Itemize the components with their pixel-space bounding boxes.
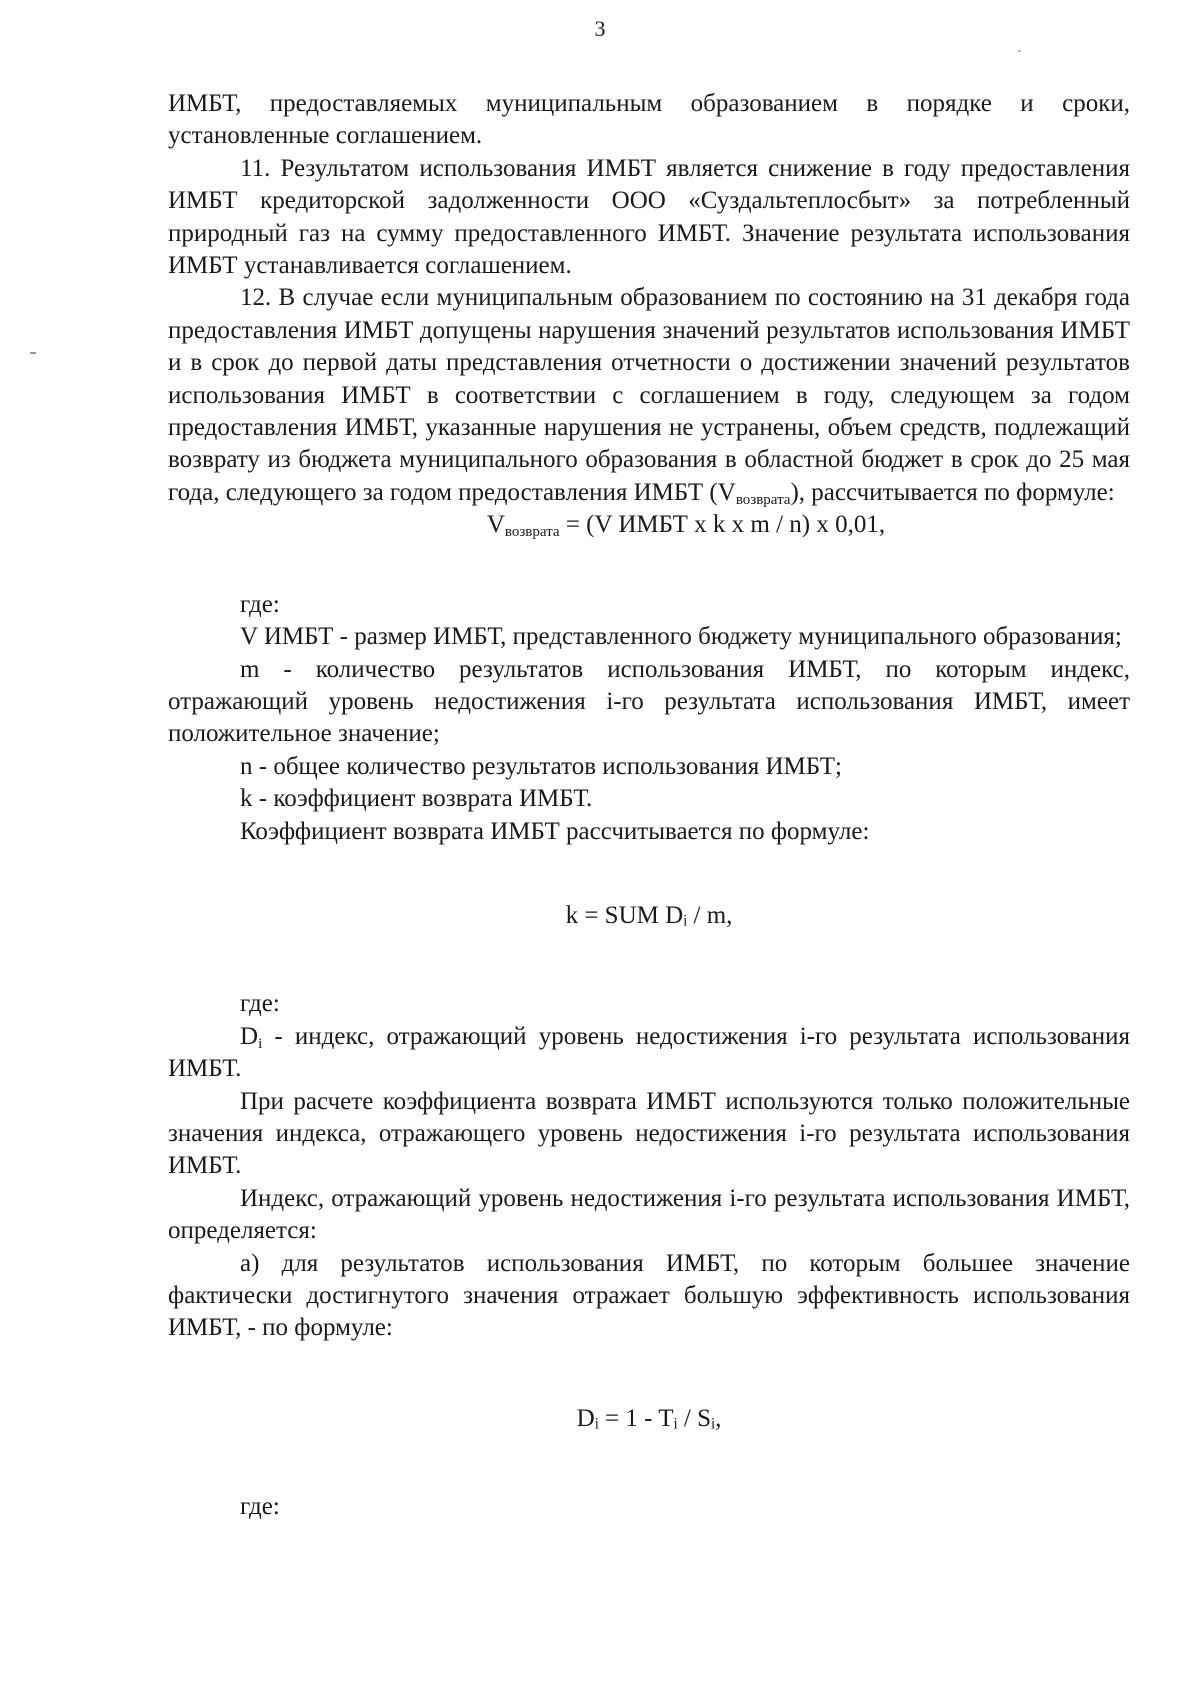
definition-d xyxy=(168,1021,1130,1086)
definition-v-imbt: V ИМБТ - размер ИМБТ, представленного бюджету муниципального образования; xyxy=(240,623,1122,651)
spacer xyxy=(168,542,1130,589)
formula-d: Dᵢ = 1 - Tᵢ / Sᵢ, xyxy=(576,1404,722,1432)
spacer xyxy=(168,848,1130,900)
formula-k: k = SUM Dᵢ / m, xyxy=(565,901,733,929)
paragraph-12-subscript: возврата xyxy=(735,491,791,508)
definition-m: m - количество результатов использования ИМБТ, по которым индекс, отражающий уровень недостижения i-го результата использования ИМБТ, имеет положительное значение; xyxy=(168,655,1130,748)
calculation-note: При расчете коэффициента возврата ИМБТ используются только положительные значения индекса, отражающего уровень недостижения i-го результата использования ИМБТ. xyxy=(168,1087,1130,1180)
formula-return-subscript: возврата xyxy=(504,524,560,541)
paragraph-12-text: 12. В случае если муниципальным образованием по состоянию на 31 декабря года предоставления ИМБТ допущены нарушения значений результатов использования ИМБТ и в срок до первой даты представления отчетности о достижении значений результатов использования ИМБТ в соответствии с соглашением в году, следующем за годом предоставления ИМБТ, указанные нарушения не устранены, объем средств, подлежащий возврату из бюджета муниципального образования в областной бюджет в срок до 25 мая года, следующего за годом предоставления ИМБТ (V xyxy=(168,284,1130,506)
formula-return-rhs: = (V ИМБТ x k x m / n) x 0,01, xyxy=(559,511,886,539)
spacer xyxy=(168,932,1130,988)
definition-n: n - общее количество результатов использования ИМБТ; xyxy=(240,752,842,780)
paragraph-11: 11. Результатом использования ИМБТ является снижение в году предоставления ИМБТ кредиторской задолженности ООО «Суздальтеплосбыт» за потребленный природный газ на сумму предоставленного ИМБТ. Значение результата использования ИМБТ устанавливается соглашением. xyxy=(168,154,1130,280)
paragraph-12-text-end: ), рассчитывается по формуле: xyxy=(790,478,1115,506)
item-a: а) для результатов использования ИМБТ, по которым большее значение фактически достигнутого значения отражает большую эффективность использования ИМБТ, - по формуле: xyxy=(168,1249,1130,1342)
definition-d-symbol: D xyxy=(240,1022,259,1050)
formula-return-amount xyxy=(168,509,1130,541)
paragraph-continuation: ИМБТ, предоставляемых муниципальным образованием в порядке и сроки, установленные соглашением. xyxy=(168,90,1130,150)
k-formula-intro: Коэффициент возврата ИМБТ рассчитывается по формуле: xyxy=(240,817,870,845)
where-label: где: xyxy=(240,990,280,1018)
paragraph-12 xyxy=(168,282,1130,509)
page-number: 3 xyxy=(594,16,606,41)
where-label: где: xyxy=(240,590,280,618)
spacer xyxy=(168,1345,1130,1403)
definition-k: k - коэффициент возврата ИМБТ. xyxy=(240,785,593,813)
document-body xyxy=(168,88,1130,1524)
scan-speck xyxy=(30,352,36,354)
scan-speck xyxy=(1018,50,1021,52)
definition-d-text: - индекс, отражающий уровень недостижения i-го результата использования ИМБТ. xyxy=(168,1022,1130,1083)
index-intro: Индекс, отражающий уровень недостижения i-го результата использования ИМБТ, определяется: xyxy=(168,1184,1130,1245)
definition-d-subscript: i xyxy=(258,1035,263,1052)
where-label: где: xyxy=(240,1493,280,1521)
spacer xyxy=(168,1435,1130,1491)
formula-return-lhs: V xyxy=(486,511,505,539)
